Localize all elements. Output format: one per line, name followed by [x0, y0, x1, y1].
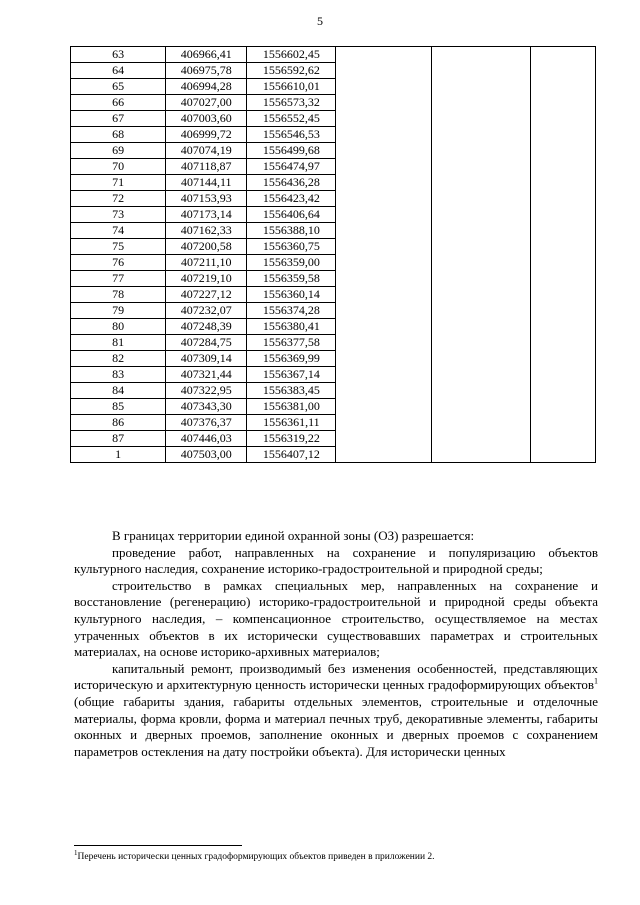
y-coordinate-cell: 1556406,64: [247, 207, 336, 223]
empty-cell: [336, 319, 431, 335]
y-coordinate-cell: 1556360,75: [247, 239, 336, 255]
y-coordinate-cell: 1556367,14: [247, 367, 336, 383]
table-row: [71, 207, 596, 223]
x-coordinate-cell: 407322,95: [166, 383, 247, 399]
point-number-cell: 79: [71, 303, 166, 319]
y-coordinate-cell: 1556610,01: [247, 79, 336, 95]
empty-cell: [530, 239, 595, 255]
empty-cell: [431, 303, 530, 319]
point-number-cell: 84: [71, 383, 166, 399]
x-coordinate-cell: 407211,10: [166, 255, 247, 271]
y-coordinate-cell: 1556552,45: [247, 111, 336, 127]
x-coordinate-cell: 407003,60: [166, 111, 247, 127]
empty-cell: [431, 239, 530, 255]
x-coordinate-cell: 407074,19: [166, 143, 247, 159]
point-number-cell: 72: [71, 191, 166, 207]
empty-cell: [431, 223, 530, 239]
empty-cell: [431, 143, 530, 159]
empty-cell: [530, 207, 595, 223]
table-row: [71, 367, 596, 383]
empty-cell: [530, 415, 595, 431]
table-row: [71, 415, 596, 431]
table-row: [71, 287, 596, 303]
empty-cell: [431, 447, 530, 463]
table-row: [71, 303, 596, 319]
x-coordinate-cell: 407248,39: [166, 319, 247, 335]
empty-cell: [336, 127, 431, 143]
empty-cell: [431, 271, 530, 287]
empty-cell: [530, 127, 595, 143]
x-coordinate-cell: 407232,07: [166, 303, 247, 319]
table-row: [71, 351, 596, 367]
empty-cell: [336, 111, 431, 127]
empty-cell: [530, 351, 595, 367]
point-number-cell: 66: [71, 95, 166, 111]
empty-cell: [530, 287, 595, 303]
permitted-item-3: [74, 661, 598, 761]
empty-cell: [530, 223, 595, 239]
empty-cell: [336, 223, 431, 239]
point-number-cell: 87: [71, 431, 166, 447]
empty-cell: [530, 303, 595, 319]
empty-cell: [336, 335, 431, 351]
point-number-cell: 63: [71, 47, 166, 63]
table-row: [71, 399, 596, 415]
table-row: [71, 383, 596, 399]
intro-paragraph: В границах территории единой охранной зоны (ОЗ) разрешается:: [112, 528, 475, 543]
y-coordinate-cell: 1556361,11: [247, 415, 336, 431]
empty-cell: [530, 95, 595, 111]
empty-cell: [431, 127, 530, 143]
coordinates-table: [70, 46, 596, 463]
empty-cell: [431, 95, 530, 111]
x-coordinate-cell: 407162,33: [166, 223, 247, 239]
footnote: [74, 848, 598, 863]
point-number-cell: 74: [71, 223, 166, 239]
empty-cell: [431, 159, 530, 175]
y-coordinate-cell: 1556592,62: [247, 63, 336, 79]
empty-cell: [336, 431, 431, 447]
x-coordinate-cell: 407118,87: [166, 159, 247, 175]
empty-cell: [431, 47, 530, 63]
x-coordinate-cell: 407153,93: [166, 191, 247, 207]
empty-cell: [530, 191, 595, 207]
empty-cell: [336, 175, 431, 191]
empty-cell: [530, 159, 595, 175]
table-row: [71, 47, 596, 63]
x-coordinate-cell: 407144,11: [166, 175, 247, 191]
point-number-cell: 83: [71, 367, 166, 383]
empty-cell: [530, 367, 595, 383]
item-3-text-b: (общие габариты здания, габариты отдельных элементов, строительные и отделочные материалы, форма кровли, форма и материал печных труб, декоративные элементы, габариты оконных и дверных проемов, заполнение оконных и дверных проемов с сохранением параметров остекления на дату постройки объекта). Для исторически ценных: [74, 693, 598, 759]
y-coordinate-cell: 1556374,28: [247, 303, 336, 319]
table-row: [71, 143, 596, 159]
table-row: [71, 447, 596, 463]
empty-cell: [431, 63, 530, 79]
point-number-cell: 76: [71, 255, 166, 271]
table-row: [71, 271, 596, 287]
x-coordinate-cell: 407376,37: [166, 415, 247, 431]
empty-cell: [530, 431, 595, 447]
empty-cell: [431, 207, 530, 223]
empty-cell: [530, 111, 595, 127]
empty-cell: [530, 447, 595, 463]
empty-cell: [431, 367, 530, 383]
table-row: [71, 95, 596, 111]
empty-cell: [431, 383, 530, 399]
permitted-item-2: строительство в рамках специальных мер, направленных на сохранение и восстановление (регенерацию) историко-градостроительной и природной среды объекта культурного наследия, – компенсационное строительство, осуществляемое на местах утраченных объектов в их исторически существовавших параметрах и строительных материалах, на основе историко-архивных материалов;: [74, 577, 598, 660]
x-coordinate-cell: 407446,03: [166, 431, 247, 447]
empty-cell: [336, 367, 431, 383]
empty-cell: [530, 271, 595, 287]
empty-cell: [530, 383, 595, 399]
empty-cell: [336, 79, 431, 95]
empty-cell: [336, 143, 431, 159]
x-coordinate-cell: 407173,14: [166, 207, 247, 223]
empty-cell: [336, 239, 431, 255]
x-coordinate-cell: 407219,10: [166, 271, 247, 287]
x-coordinate-cell: 406999,72: [166, 127, 247, 143]
table-row: [71, 223, 596, 239]
y-coordinate-cell: 1556388,10: [247, 223, 336, 239]
point-number-cell: 68: [71, 127, 166, 143]
point-number-cell: 70: [71, 159, 166, 175]
x-coordinate-cell: 406975,78: [166, 63, 247, 79]
empty-cell: [431, 319, 530, 335]
table-row: [71, 239, 596, 255]
empty-cell: [336, 303, 431, 319]
empty-cell: [336, 287, 431, 303]
point-number-cell: 77: [71, 271, 166, 287]
y-coordinate-cell: 1556380,41: [247, 319, 336, 335]
point-number-cell: 64: [71, 63, 166, 79]
y-coordinate-cell: 1556423,42: [247, 191, 336, 207]
y-coordinate-cell: 1556499,68: [247, 143, 336, 159]
empty-cell: [336, 191, 431, 207]
table-row: [71, 111, 596, 127]
footnote-reference: 1: [594, 677, 598, 687]
y-coordinate-cell: 1556377,58: [247, 335, 336, 351]
footnote-mark: 1: [74, 848, 78, 857]
table-row: [71, 79, 596, 95]
empty-cell: [431, 335, 530, 351]
point-number-cell: 78: [71, 287, 166, 303]
footnote-separator: [74, 845, 242, 846]
empty-cell: [336, 95, 431, 111]
point-number-cell: 67: [71, 111, 166, 127]
empty-cell: [431, 111, 530, 127]
point-number-cell: 71: [71, 175, 166, 191]
point-number-cell: 80: [71, 319, 166, 335]
y-coordinate-cell: 1556573,32: [247, 95, 336, 111]
y-coordinate-cell: 1556602,45: [247, 47, 336, 63]
empty-cell: [336, 271, 431, 287]
table-row: [71, 255, 596, 271]
x-coordinate-cell: 407343,30: [166, 399, 247, 415]
y-coordinate-cell: 1556383,45: [247, 383, 336, 399]
x-coordinate-cell: 407321,44: [166, 367, 247, 383]
point-number-cell: 1: [71, 447, 166, 463]
empty-cell: [336, 63, 431, 79]
y-coordinate-cell: 1556546,53: [247, 127, 336, 143]
table-row: [71, 175, 596, 191]
empty-cell: [336, 207, 431, 223]
empty-cell: [530, 335, 595, 351]
point-number-cell: 81: [71, 335, 166, 351]
empty-cell: [431, 255, 530, 271]
x-coordinate-cell: 407284,75: [166, 335, 247, 351]
x-coordinate-cell: 407309,14: [166, 351, 247, 367]
empty-cell: [431, 351, 530, 367]
empty-cell: [530, 255, 595, 271]
point-number-cell: 85: [71, 399, 166, 415]
y-coordinate-cell: 1556407,12: [247, 447, 336, 463]
table-row: [71, 431, 596, 447]
empty-cell: [431, 175, 530, 191]
empty-cell: [336, 383, 431, 399]
empty-cell: [431, 79, 530, 95]
point-number-cell: 65: [71, 79, 166, 95]
x-coordinate-cell: 407200,58: [166, 239, 247, 255]
empty-cell: [336, 415, 431, 431]
empty-cell: [530, 63, 595, 79]
table-row: [71, 127, 596, 143]
empty-cell: [336, 351, 431, 367]
y-coordinate-cell: 1556369,99: [247, 351, 336, 367]
y-coordinate-cell: 1556474,97: [247, 159, 336, 175]
x-coordinate-cell: 406966,41: [166, 47, 247, 63]
y-coordinate-cell: 1556436,28: [247, 175, 336, 191]
point-number-cell: 73: [71, 207, 166, 223]
permitted-item-1: проведение работ, направленных на сохранение и популяризацию объектов культурного наследия, сохранение историко-градостроительной и природной среды;: [74, 544, 598, 577]
table-row: [71, 159, 596, 175]
empty-cell: [530, 79, 595, 95]
empty-cell: [336, 47, 431, 63]
x-coordinate-cell: 407227,12: [166, 287, 247, 303]
empty-cell: [336, 447, 431, 463]
point-number-cell: 86: [71, 415, 166, 431]
empty-cell: [530, 175, 595, 191]
y-coordinate-cell: 1556360,14: [247, 287, 336, 303]
empty-cell: [431, 399, 530, 415]
point-number-cell: 69: [71, 143, 166, 159]
table-row: [71, 319, 596, 335]
point-number-cell: 75: [71, 239, 166, 255]
empty-cell: [530, 47, 595, 63]
empty-cell: [336, 255, 431, 271]
item-3-text-a: капитальный ремонт, производимый без изменения особенностей, представляющих историческую и архитектурную ценность исторически ценных градоформирующих объектов: [74, 660, 598, 693]
empty-cell: [530, 399, 595, 415]
body-text: [74, 528, 598, 760]
empty-cell: [336, 399, 431, 415]
empty-cell: [530, 143, 595, 159]
table-row: [71, 63, 596, 79]
x-coordinate-cell: 407027,00: [166, 95, 247, 111]
table-row: [71, 191, 596, 207]
point-number-cell: 82: [71, 351, 166, 367]
y-coordinate-cell: 1556381,00: [247, 399, 336, 415]
y-coordinate-cell: 1556359,00: [247, 255, 336, 271]
page-number: 5: [317, 14, 323, 28]
empty-cell: [431, 431, 530, 447]
empty-cell: [431, 415, 530, 431]
y-coordinate-cell: 1556359,58: [247, 271, 336, 287]
x-coordinate-cell: 406994,28: [166, 79, 247, 95]
empty-cell: [530, 319, 595, 335]
table-row: [71, 335, 596, 351]
empty-cell: [336, 159, 431, 175]
empty-cell: [431, 191, 530, 207]
empty-cell: [431, 287, 530, 303]
y-coordinate-cell: 1556319,22: [247, 431, 336, 447]
x-coordinate-cell: 407503,00: [166, 447, 247, 463]
footnote-text: Перечень исторически ценных градоформирующих объектов приведен в приложении 2.: [77, 852, 435, 862]
